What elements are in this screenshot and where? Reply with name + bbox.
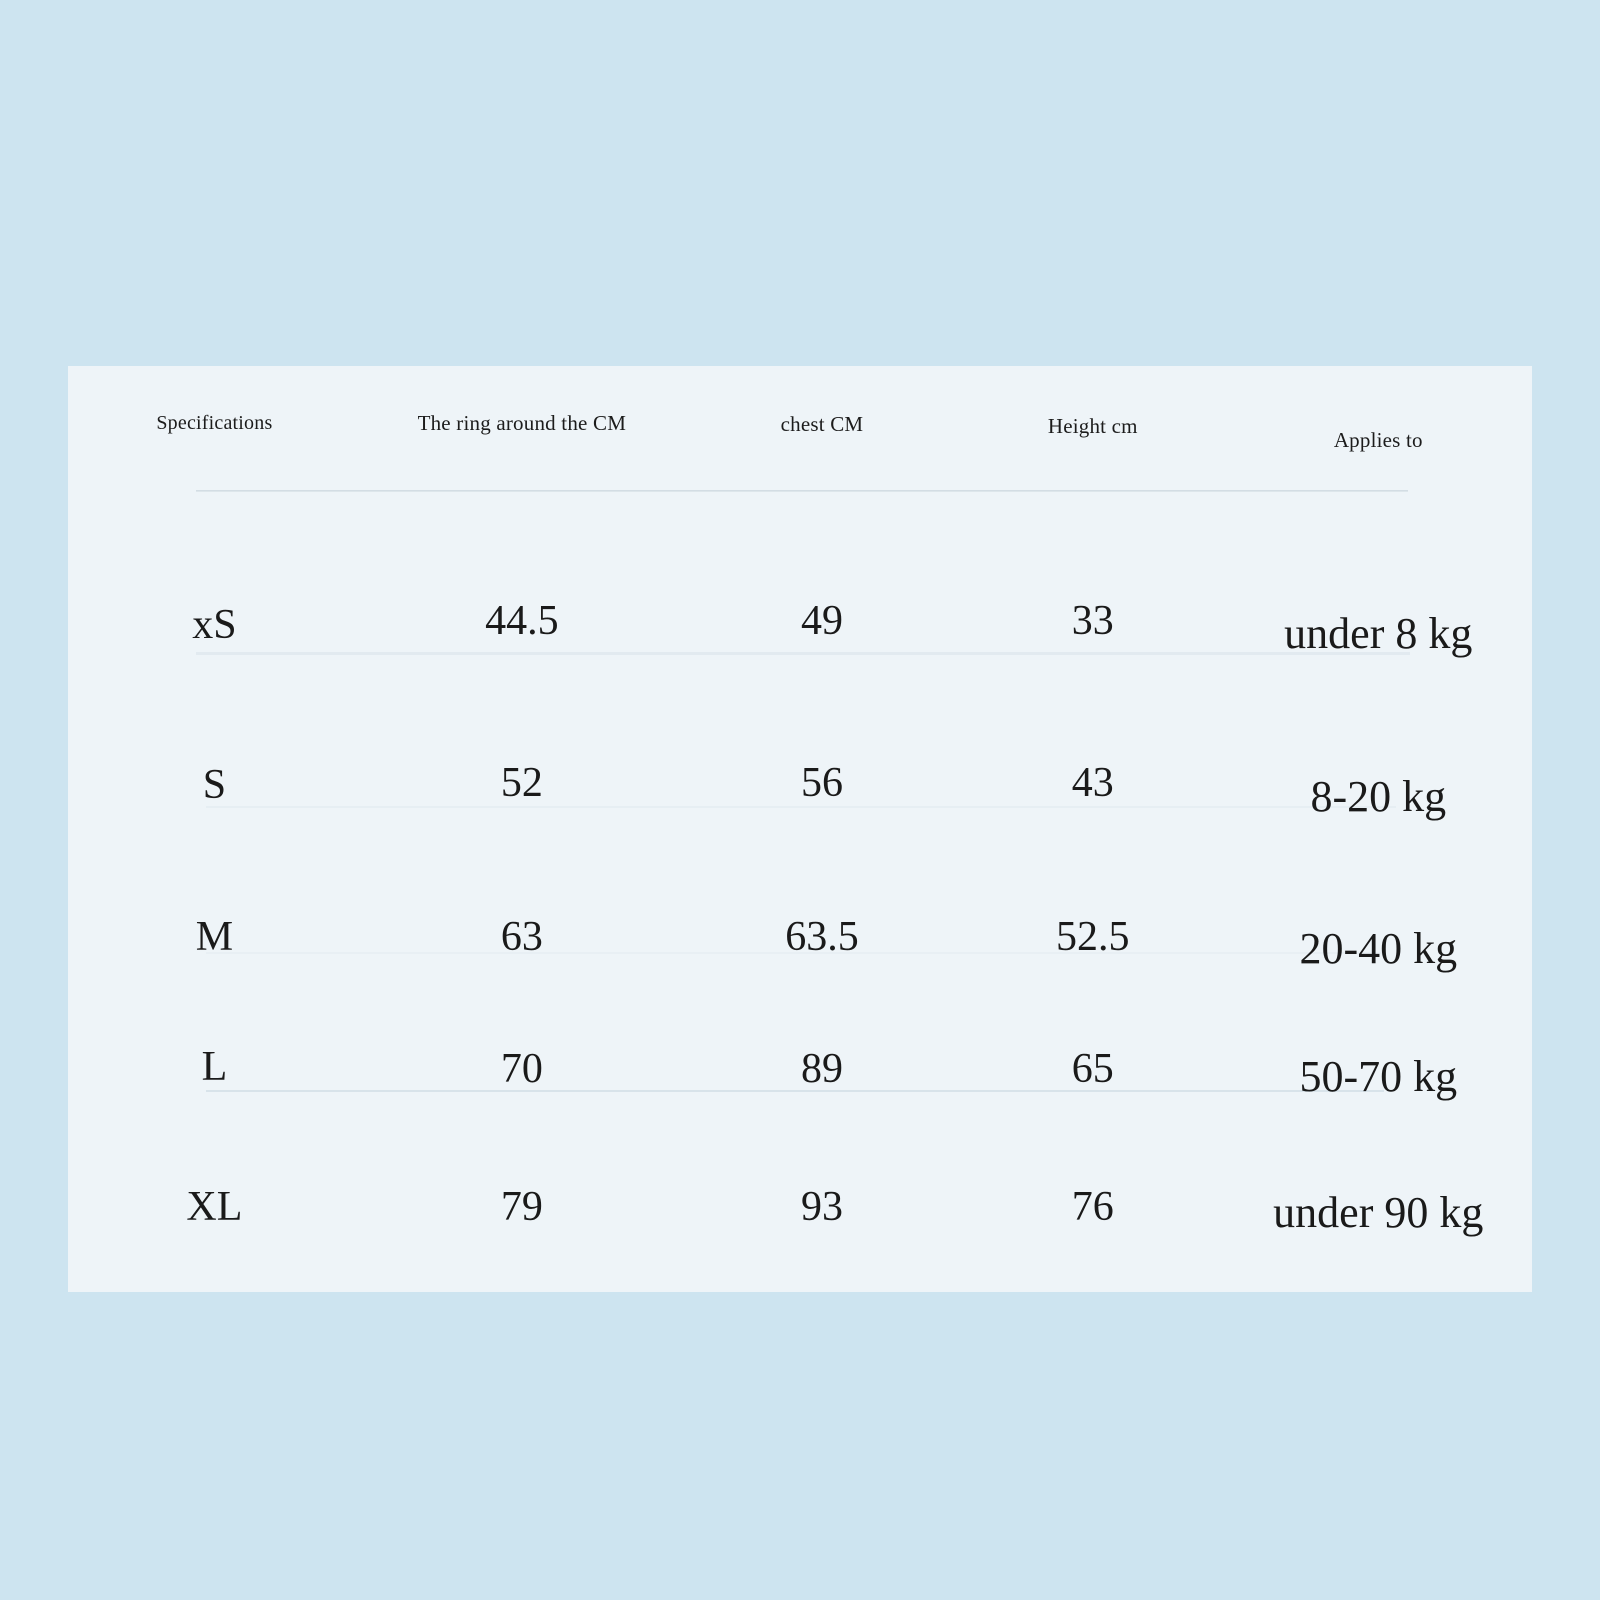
column-header-specifications: Specifications [156, 412, 273, 434]
table-row [68, 553, 1532, 713]
cell-ring: 44.5 [485, 598, 559, 644]
table-row [68, 713, 1532, 868]
size-table [68, 366, 1532, 1293]
column-header-chest-cm: chest CM [780, 412, 864, 436]
table-row [68, 1128, 1532, 1293]
table-body [68, 553, 1532, 1293]
table-row [68, 868, 1532, 1013]
cell-height: 43 [1071, 759, 1114, 806]
column-header-height-cm: Height cm [1047, 414, 1138, 438]
cell-chest: 89 [800, 1045, 843, 1092]
cell-size: M [195, 913, 234, 960]
cell-chest: 63.5 [785, 913, 859, 960]
cell-applies: 50-70 kg [1299, 1052, 1458, 1101]
cell-height: 65 [1071, 1045, 1114, 1092]
cell-ring: 63 [500, 913, 543, 960]
cell-applies: 20-40 kg [1299, 924, 1458, 973]
cell-applies: 8-20 kg [1310, 772, 1447, 821]
cell-height: 76 [1071, 1183, 1114, 1230]
cell-size: xS [192, 602, 237, 648]
cell-height: 33 [1071, 598, 1114, 644]
cell-size: L [201, 1043, 228, 1090]
header-divider-secondary [196, 491, 1408, 492]
cell-height: 52.5 [1056, 913, 1130, 960]
cell-chest: 56 [800, 759, 843, 806]
cell-chest: 49 [800, 598, 843, 644]
cell-size: S [202, 761, 227, 808]
cell-applies: under 8 kg [1284, 608, 1473, 658]
column-header-ring-around-cm: The ring around the CM [417, 411, 627, 435]
size-chart-card [68, 366, 1532, 1292]
table-header [68, 366, 1532, 553]
cell-ring: 70 [500, 1045, 543, 1092]
cell-size: XL [186, 1183, 243, 1230]
cell-applies: under 90 kg [1273, 1188, 1484, 1237]
table-row [68, 1013, 1532, 1128]
cell-chest: 93 [800, 1183, 843, 1230]
cell-ring: 79 [500, 1183, 543, 1230]
column-header-applies-to: Applies to [1333, 428, 1423, 452]
table-header-row [68, 366, 1532, 553]
cell-ring: 52 [500, 759, 543, 806]
